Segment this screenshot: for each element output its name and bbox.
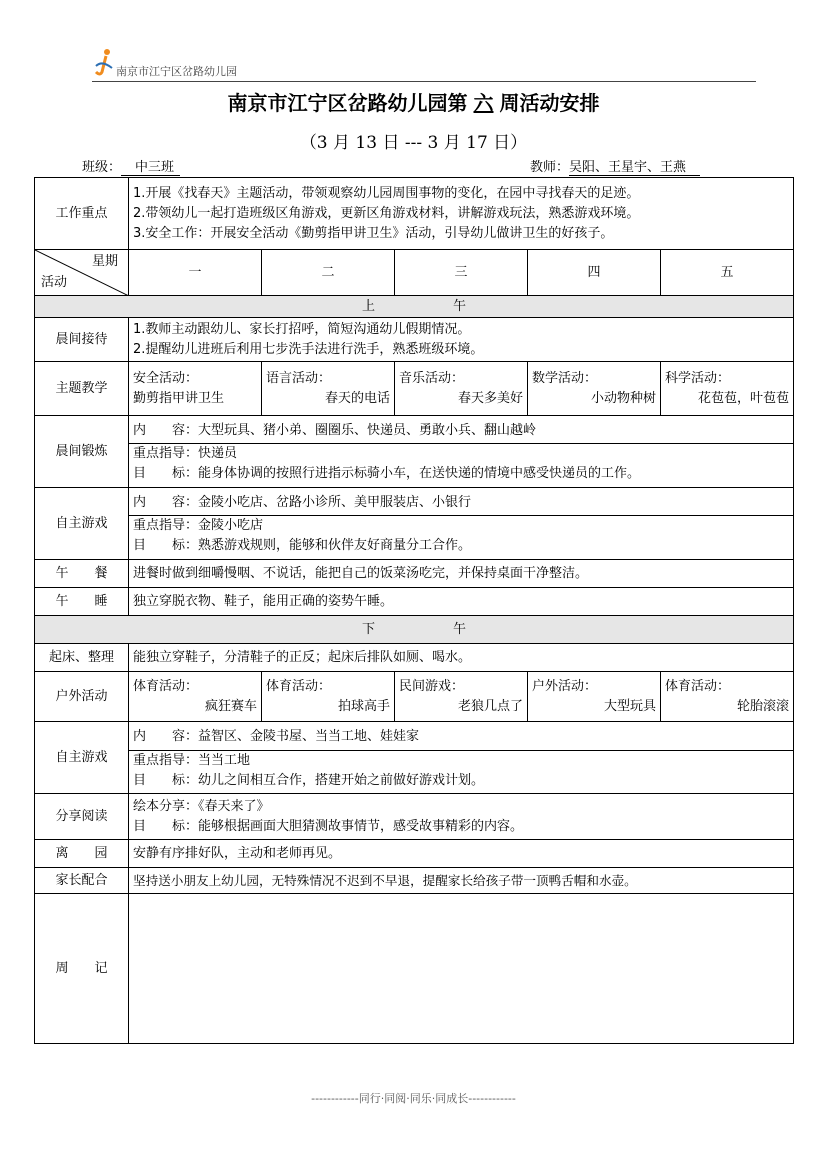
parents-content: 坚持送小朋友上幼儿园，无特殊情况不迟到不早退，提醒家长给孩子带一顶鸭舌帽和水壶。 <box>129 868 794 894</box>
weekly-notes-label: 周 记 <box>35 894 129 1044</box>
morning-free-play-row <box>35 488 794 560</box>
activity-type: 数学活动： <box>532 370 598 386</box>
weekly-notes-row <box>35 894 794 1044</box>
day-friday: 五 <box>661 250 794 296</box>
lunch-content: 进餐时做到细嚼慢咽、不说话，能把自己的饭菜汤吃完，并保持桌面干净整洁。 <box>129 560 794 588</box>
afternoon-content-line: 内 容：益智区、金陵书屋、当当工地、娃娃家 <box>129 724 793 751</box>
free-play-goal-line: 目 标：熟悉游戏规则，能够和伙伴友好商量分工合作。 <box>133 538 472 553</box>
activity-name: 大型玩具 <box>603 698 656 714</box>
theme-teaching-label: 主题教学 <box>35 362 129 416</box>
leaving-label: 离 园 <box>35 840 129 868</box>
reading-book: 绘本分享：《春天来了》 <box>133 798 270 814</box>
activity-type: 户外活动： <box>532 678 598 694</box>
activity-type: 民间游戏： <box>399 678 465 694</box>
title-suffix: 周活动安排 <box>499 91 600 115</box>
nap-row <box>35 588 794 616</box>
activity-name: 拍球高手 <box>337 698 390 714</box>
teacher-value: 吴阳、王星宇、王燕 <box>569 156 700 176</box>
theme-cell-monday <box>129 362 262 416</box>
weekly-notes-content <box>129 894 794 1044</box>
afternoon-section-header: 下 午 <box>35 616 794 644</box>
work-focus-line: 3.安全工作：开展安全活动《勤剪指甲讲卫生》活动，引导幼儿做讲卫生的好孩子。 <box>133 225 614 241</box>
afternoon-goal-line: 目 标：幼儿之间相互合作，搭建开始之前做好游戏计划。 <box>133 773 485 788</box>
activity-label: 活动 <box>41 275 68 290</box>
activity-name: 老狼几点了 <box>457 698 523 714</box>
activity-name: 春天多美好 <box>457 390 523 406</box>
teacher-info <box>530 156 700 176</box>
outdoor-activity-label: 户外活动 <box>35 672 129 722</box>
reception-label: 晨间接待 <box>35 318 129 362</box>
title-week-number: 六 <box>473 91 494 115</box>
activity-type: 语言活动： <box>266 370 332 386</box>
teacher-label: 教师： <box>530 160 570 175</box>
nap-content: 独立穿脱衣物、鞋子，能用正确的姿势午睡。 <box>129 588 794 616</box>
class-info <box>82 156 180 176</box>
morning-exercise-label: 晨间锻炼 <box>35 416 129 488</box>
afternoon-focus-line: 重点指导：当当工地 <box>133 753 251 768</box>
outdoor-cell-monday <box>129 672 262 722</box>
activity-type: 体育活动： <box>665 678 731 694</box>
day-tuesday: 二 <box>262 250 395 296</box>
outdoor-activity-row <box>35 672 794 722</box>
activity-name: 疯狂赛车 <box>204 698 257 714</box>
free-play-focus-line: 重点指导：金陵小吃店 <box>133 518 264 533</box>
morning-exercise-content <box>129 416 794 488</box>
activity-name: 勤剪指甲讲卫生 <box>133 390 225 406</box>
work-focus-line: 2.带领幼儿一起打造班级区角游戏，更新区角游戏材料，讲解游戏玩法，熟悉游戏环境。 <box>133 205 640 221</box>
activity-name: 轮胎滚滚 <box>737 698 790 714</box>
activity-type: 体育活动： <box>266 678 332 694</box>
footer-motto: ------------同行·同阅·同乐·同成长------------ <box>311 1092 516 1105</box>
theme-cell-wednesday <box>395 362 528 416</box>
morning-exercise-row <box>35 416 794 488</box>
work-focus-content <box>129 178 794 250</box>
leaving-row <box>35 840 794 868</box>
reception-row <box>35 318 794 362</box>
title-prefix: 南京市江宁区岔路幼儿园第 <box>227 91 468 115</box>
parents-row <box>35 868 794 894</box>
outdoor-cell-wednesday <box>395 672 528 722</box>
activity-type: 体育活动： <box>133 678 199 694</box>
outdoor-cell-tuesday <box>262 672 395 722</box>
exercise-goal-line: 目 标：能身体协调的按照行进指示标骑小车，在送快递的情境中感受快递员的工作。 <box>133 466 641 481</box>
theme-cell-thursday <box>528 362 661 416</box>
page-title <box>0 87 827 116</box>
work-focus-row <box>35 178 794 250</box>
activity-name: 花苞苞，叶苞苞 <box>698 390 790 406</box>
morning-section-header: 上 午 <box>35 296 794 318</box>
afternoon-free-play-row <box>35 722 794 794</box>
afternoon-section-row <box>35 616 794 644</box>
morning-free-play-content <box>129 488 794 560</box>
lunch-label: 午 餐 <box>35 560 129 588</box>
activity-type: 安全活动： <box>133 370 199 386</box>
reading-goal: 目 标：能够根据画面大胆猜测故事情节，感受故事精彩的内容。 <box>133 818 524 834</box>
morning-free-play-label: 自主游戏 <box>35 488 129 560</box>
lunch-row <box>35 560 794 588</box>
afternoon-free-play-content <box>129 722 794 794</box>
reading-row <box>35 794 794 840</box>
nap-label: 午 睡 <box>35 588 129 616</box>
reading-content <box>129 794 794 840</box>
activity-name: 春天的电话 <box>324 390 390 406</box>
weekday-label: 星期 <box>91 254 118 269</box>
reception-content <box>129 318 794 362</box>
weekday-header-row <box>35 250 794 296</box>
exercise-content-line: 内 容：大型玩具、猪小弟、圈圈乐、快递员、勇敢小兵、翻山越岭 <box>129 419 793 444</box>
theme-cell-friday <box>661 362 794 416</box>
day-thursday: 四 <box>528 250 661 296</box>
class-label: 班级： <box>82 160 122 175</box>
leaving-content: 安静有序排好队，主动和老师再见。 <box>129 840 794 868</box>
reading-label: 分享阅读 <box>35 794 129 840</box>
outdoor-cell-thursday <box>528 672 661 722</box>
wakeup-row <box>35 644 794 672</box>
wakeup-label: 起床、整理 <box>35 644 129 672</box>
activity-name: 小动物种树 <box>590 390 656 406</box>
day-monday: 一 <box>129 250 262 296</box>
work-focus-line: 1.开展《找春天》主题活动，带领观察幼儿园周围事物的变化，在园中寻找春天的足迹。 <box>133 185 640 201</box>
activity-type: 科学活动： <box>665 370 731 386</box>
reception-line: 2.提醒幼儿进班后利用七步洗手法进行洗手，熟悉班级环境。 <box>133 341 484 357</box>
school-logo-icon <box>92 46 116 76</box>
theme-cell-tuesday <box>262 362 395 416</box>
afternoon-free-play-label: 自主游戏 <box>35 722 129 794</box>
header-school-name: 南京市江宁区岔路幼儿园 <box>116 65 237 78</box>
day-wednesday: 三 <box>395 250 528 296</box>
theme-teaching-row <box>35 362 794 416</box>
wakeup-content: 能独立穿鞋子，分清鞋子的正反；起床后排队如厕、喝水。 <box>129 644 794 672</box>
date-range: （3 月 13 日 --- 3 月 17 日） <box>299 133 528 153</box>
free-play-content-line: 内 容：金陵小吃店、岔路小诊所、美甲服装店、小银行 <box>129 491 793 516</box>
work-focus-label: 工作重点 <box>35 178 129 250</box>
outdoor-cell-friday <box>661 672 794 722</box>
activity-type: 音乐活动： <box>399 370 465 386</box>
header-divider <box>92 81 756 82</box>
morning-section-row <box>35 296 794 318</box>
exercise-focus-line: 重点指导：快递员 <box>133 446 238 461</box>
weekday-activity-header <box>35 250 129 296</box>
reception-line: 1.教师主动跟幼儿、家长打招呼，简短沟通幼儿假期情况。 <box>133 321 471 337</box>
schedule-table <box>34 177 794 1044</box>
parents-label: 家长配合 <box>35 868 129 894</box>
class-value: 中三班 <box>121 156 180 176</box>
